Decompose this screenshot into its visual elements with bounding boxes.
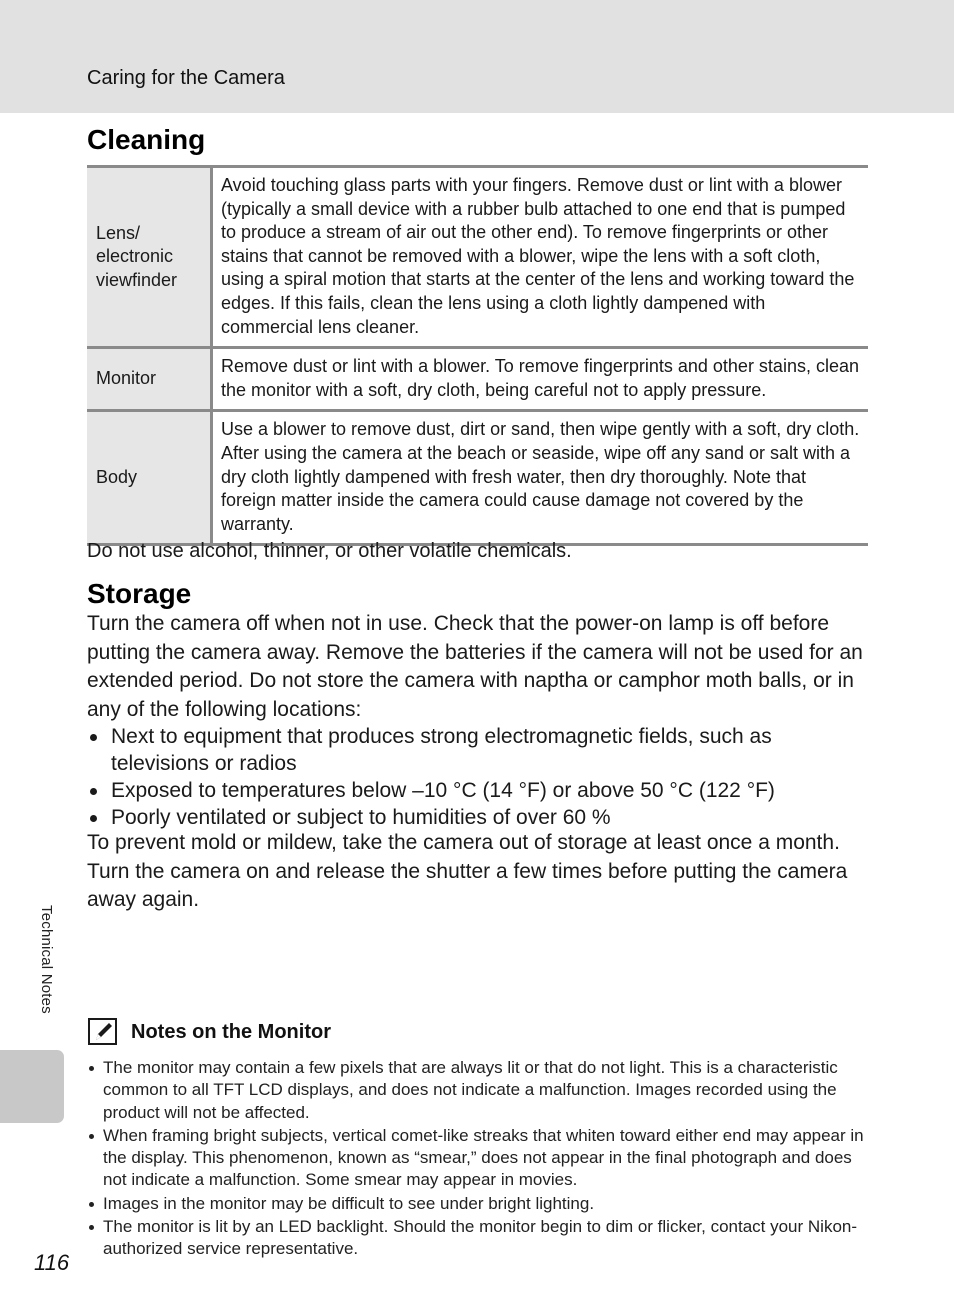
row-label-line: Lens/ <box>96 222 141 243</box>
section-tab-marker <box>0 1050 64 1123</box>
cleaning-footnote: Do not use alcohol, thinner, or other volatile chemicals. <box>87 540 572 562</box>
table-row <box>87 167 868 348</box>
storage-heading: Storage <box>87 578 192 609</box>
row-label-monitor: Monitor <box>87 348 212 411</box>
row-text-monitor: Remove dust or lint with a blower. To remove fingerprints and other stains, clean the monitor with a soft, dry cloth, being careful not to apply pressure. <box>212 348 869 411</box>
row-label-lens <box>87 167 212 348</box>
list-item: Poorly ventilated or subject to humidities of over 60 % <box>87 804 867 831</box>
page-number: 116 <box>34 1250 70 1275</box>
list-item: When framing bright subjects, vertical comet-like streaks that whiten toward either end may appear in the display. This phenomenon, known as “smear,” does not appear in the final photograph and does not indicate a malfunction. Some smear may appear in movies. <box>87 1125 867 1192</box>
list-item: The monitor may contain a few pixels that are always lit or that do not light. This is a characteristic common to all TFT LCD displays, and does not indicate a malfunction. Images recorded using the product will not be affected. <box>87 1057 867 1124</box>
notes-title: Notes on the Monitor <box>131 1021 331 1043</box>
list-item: Images in the monitor may be difficult to see under bright lighting. <box>87 1193 867 1215</box>
notes-list <box>87 1057 867 1262</box>
cleaning-table <box>87 165 868 546</box>
row-label-body: Body <box>87 411 212 545</box>
table-row <box>87 411 868 545</box>
storage-intro: Turn the camera off when not in use. Check that the power-on lamp is off before putting the camera away. Remove the batteries if the camera will not be used for an extended period. Do not store the camera with naptha or camphor moth balls, or in any of the following locations: <box>87 612 863 721</box>
section-tab-label: Technical Notes <box>38 905 55 1014</box>
list-item: Next to equipment that produces strong electromagnetic fields, such as televisions or radios <box>87 723 867 777</box>
header-band <box>0 0 954 113</box>
list-item: The monitor is lit by an LED backlight. Should the monitor begin to dim or flicker, contact your Nikon-authorized service representative. <box>87 1216 867 1261</box>
list-item: Exposed to temperatures below –10 °C (14 °F) or above 50 °C (122 °F) <box>87 777 867 804</box>
storage-list <box>87 723 867 831</box>
row-text-lens: Avoid touching glass parts with your fingers. Remove dust or lint with a blower (typically a small device with a rubber bulb attached to one end that is pumped to produce a stream of air out the other end). To remove fingerprints or other stains that cannot be removed with a blower, wipe the lens with a soft cloth, using a spiral motion that starts at the center of the lens and working toward the edges. If this fails, clean the lens using a cloth lightly dampened with commercial lens cleaner. <box>221 175 855 337</box>
row-label-line: electronic <box>96 246 174 267</box>
row-text-body: Use a blower to remove dust, dirt or sand, then wipe gently with a soft, dry cloth. After using the camera at the beach or seaside, wipe off any sand or salt with a dry cloth lightly dampened with fresh water, then dry thoroughly. Note that foreign matter inside the camera could cause damage not covered by the warranty. <box>212 411 869 545</box>
running-head: Caring for the Camera <box>87 67 285 89</box>
storage-outro: To prevent mold or mildew, take the camera out of storage at least once a month. Turn the camera on and release the shutter a few times before putting the camera away again. <box>87 831 848 911</box>
pencil-note-icon <box>88 1018 117 1045</box>
cleaning-heading: Cleaning <box>87 124 206 155</box>
row-label-line: viewfinder <box>96 269 178 290</box>
table-row <box>87 348 868 411</box>
